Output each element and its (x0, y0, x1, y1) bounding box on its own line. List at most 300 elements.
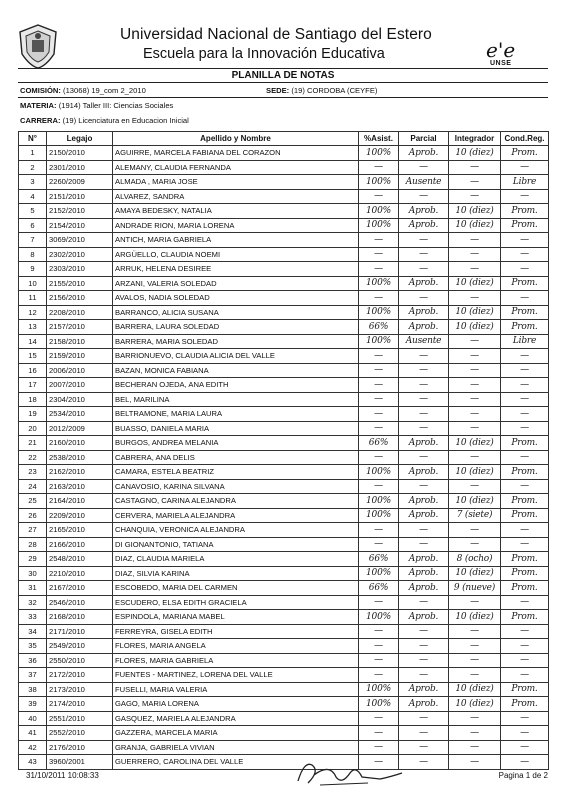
integrador-cell: 10 (diez) (449, 494, 501, 509)
attendance-cell: — (359, 653, 399, 668)
name-cell: BELTRAMONE, MARIA LAURA (113, 407, 359, 422)
parcial-cell: — (399, 363, 449, 378)
parcial-cell: — (399, 189, 449, 204)
table-row (19, 392, 549, 407)
table-row (19, 146, 549, 161)
integrador-cell: — (449, 407, 501, 422)
condition-cell: — (501, 247, 549, 262)
row-number: 27 (19, 523, 47, 538)
carrera-label: CARRERA: (20, 116, 61, 125)
parcial-cell: Aprob. (399, 465, 449, 480)
integrador-cell: 10 (diez) (449, 204, 501, 219)
comision-label: COMISIÓN: (20, 86, 61, 95)
row-number: 35 (19, 639, 47, 654)
attendance-cell: — (359, 363, 399, 378)
name-cell: ANTICH, MARIA GABRIELA (113, 233, 359, 248)
row-number: 28 (19, 537, 47, 552)
column-header: Legajo (47, 132, 113, 146)
integrador-cell: — (449, 639, 501, 654)
integrador-cell: 10 (diez) (449, 682, 501, 697)
condition-cell: — (501, 726, 549, 741)
condition-cell: — (501, 668, 549, 683)
integrador-cell: — (449, 479, 501, 494)
condition-cell: — (501, 160, 549, 175)
legajo-cell: 2549/2010 (47, 639, 113, 654)
condition-cell: — (501, 363, 549, 378)
condition-cell: — (501, 349, 549, 364)
condition-cell: Prom. (501, 682, 549, 697)
legajo-cell: 2164/2010 (47, 494, 113, 509)
row-number: 30 (19, 566, 47, 581)
attendance-cell: — (359, 392, 399, 407)
column-header: Integrador (449, 132, 501, 146)
parcial-cell: Aprob. (399, 204, 449, 219)
school-name: Escuela para la Innovación Educativa (143, 46, 385, 62)
table-row (19, 421, 549, 436)
condition-cell: Prom. (501, 552, 549, 567)
condition-cell: — (501, 523, 549, 538)
parcial-cell: Ausente (399, 334, 449, 349)
integrador-cell: 10 (diez) (449, 276, 501, 291)
sede-label: SEDE: (266, 86, 290, 95)
integrador-cell: — (449, 247, 501, 262)
condition-cell: — (501, 421, 549, 436)
legajo-cell: 2156/2010 (47, 291, 113, 306)
sede-value: (19) CORDOBA (CEYFE) (291, 86, 378, 95)
attendance-cell: — (359, 726, 399, 741)
condition-cell: — (501, 233, 549, 248)
name-cell: FUENTES - MARTINEZ, LORENA DEL VALLE (113, 668, 359, 683)
attendance-cell: 100% (359, 204, 399, 219)
parcial-cell: — (399, 392, 449, 407)
table-row (19, 508, 549, 523)
integrador-cell: — (449, 175, 501, 190)
row-number: 11 (19, 291, 47, 306)
integrador-cell: — (449, 262, 501, 277)
title-divider (18, 82, 548, 83)
integrador-cell: 10 (diez) (449, 305, 501, 320)
table-row (19, 581, 549, 596)
grades-table (18, 131, 549, 770)
row-number: 26 (19, 508, 47, 523)
legajo-cell: 2163/2010 (47, 479, 113, 494)
condition-cell: Prom. (501, 566, 549, 581)
attendance-cell: — (359, 233, 399, 248)
row-number: 15 (19, 349, 47, 364)
table-row (19, 537, 549, 552)
row-number: 33 (19, 610, 47, 625)
attendance-cell: — (359, 479, 399, 494)
condition-cell: Prom. (501, 146, 549, 161)
signature-icon (290, 755, 410, 789)
parcial-cell: — (399, 624, 449, 639)
row-number: 37 (19, 668, 47, 683)
attendance-cell: — (359, 537, 399, 552)
integrador-cell: 8 (ocho) (449, 552, 501, 567)
legajo-cell: 2260/2009 (47, 175, 113, 190)
name-cell: GUERRERO, CAROLINA DEL VALLE (113, 755, 359, 770)
carrera-line (20, 116, 189, 125)
integrador-cell: — (449, 421, 501, 436)
integrador-cell: 10 (diez) (449, 566, 501, 581)
condition-cell: — (501, 378, 549, 393)
parcial-cell: — (399, 755, 449, 770)
parcial-cell: Aprob. (399, 697, 449, 712)
materia-line (20, 101, 173, 110)
row-number: 10 (19, 276, 47, 291)
row-number: 40 (19, 711, 47, 726)
row-number: 14 (19, 334, 47, 349)
meta-divider (18, 97, 548, 98)
integrador-cell: 10 (diez) (449, 465, 501, 480)
legajo-cell: 2159/2010 (47, 349, 113, 364)
name-cell: ESCUDERO, ELSA EDITH GRACIELA (113, 595, 359, 610)
table-row (19, 189, 549, 204)
parcial-cell: — (399, 160, 449, 175)
legajo-cell: 2152/2010 (47, 204, 113, 219)
legajo-cell: 2171/2010 (47, 624, 113, 639)
name-cell: BECHERAN OJEDA, ANA EDITH (113, 378, 359, 393)
attendance-cell: — (359, 421, 399, 436)
parcial-cell: Aprob. (399, 610, 449, 625)
name-cell: CABRERA, ANA DELIS (113, 450, 359, 465)
condition-cell: Prom. (501, 218, 549, 233)
table-row (19, 334, 549, 349)
table-row (19, 479, 549, 494)
integrador-cell: — (449, 711, 501, 726)
table-row (19, 291, 549, 306)
parcial-cell: — (399, 291, 449, 306)
table-row (19, 653, 549, 668)
legajo-cell: 2304/2010 (47, 392, 113, 407)
name-cell: BARRANCO, ALICIA SUSANA (113, 305, 359, 320)
condition-cell: — (501, 262, 549, 277)
row-number: 19 (19, 407, 47, 422)
condition-cell: — (501, 639, 549, 654)
legajo-cell: 2208/2010 (47, 305, 113, 320)
row-number: 20 (19, 421, 47, 436)
row-number: 8 (19, 247, 47, 262)
integrador-cell: 10 (diez) (449, 218, 501, 233)
parcial-cell: — (399, 653, 449, 668)
table-row (19, 349, 549, 364)
condition-cell: Prom. (501, 697, 549, 712)
parcial-cell: Aprob. (399, 305, 449, 320)
document-title: PLANILLA DE NOTAS (231, 70, 335, 81)
legajo-cell: 2007/2010 (47, 378, 113, 393)
legajo-cell: 2176/2010 (47, 740, 113, 755)
row-number: 12 (19, 305, 47, 320)
legajo-cell: 2174/2010 (47, 697, 113, 712)
materia-value: (1914) Taller III: Ciencias Sociales (58, 101, 174, 110)
attendance-cell: 100% (359, 697, 399, 712)
attendance-cell: 100% (359, 566, 399, 581)
legajo-cell: 2548/2010 (47, 552, 113, 567)
row-number: 3 (19, 175, 47, 190)
name-cell: FUSELLI, MARIA VALERIA (113, 682, 359, 697)
legajo-cell: 2012/2009 (47, 421, 113, 436)
name-cell: CASTAGNO, CARINA ALEJANDRA (113, 494, 359, 509)
attendance-cell: — (359, 624, 399, 639)
attendance-cell: 100% (359, 276, 399, 291)
table-row (19, 668, 549, 683)
attendance-cell: 66% (359, 581, 399, 596)
name-cell: GASQUEZ, MARIELA ALEJANDRA (113, 711, 359, 726)
parcial-cell: Aprob. (399, 320, 449, 335)
table-row (19, 566, 549, 581)
legajo-cell: 2006/2010 (47, 363, 113, 378)
table-row (19, 262, 549, 277)
row-number: 23 (19, 465, 47, 480)
integrador-cell: — (449, 624, 501, 639)
name-cell: GAZZERA, MARCELA MARIA (113, 726, 359, 741)
integrador-cell: — (449, 653, 501, 668)
column-header: %Asist. (359, 132, 399, 146)
name-cell: ESCOBEDO, MARIA DEL CARMEN (113, 581, 359, 596)
legajo-cell: 2210/2010 (47, 566, 113, 581)
condition-cell: Prom. (501, 581, 549, 596)
condition-cell: Prom. (501, 465, 549, 480)
name-cell: BUASSO, DANIELA MARIA (113, 421, 359, 436)
row-number: 1 (19, 146, 47, 161)
legajo-cell: 2151/2010 (47, 189, 113, 204)
attendance-cell: — (359, 450, 399, 465)
integrador-cell: — (449, 233, 501, 248)
name-cell: CHANQUIA, VERONICA ALEJANDRA (113, 523, 359, 538)
table-row (19, 175, 549, 190)
condition-cell: Prom. (501, 276, 549, 291)
condition-cell: — (501, 711, 549, 726)
row-number: 16 (19, 363, 47, 378)
legajo-cell: 2154/2010 (47, 218, 113, 233)
integrador-cell: — (449, 595, 501, 610)
parcial-cell: Aprob. (399, 566, 449, 581)
integrador-cell: — (449, 349, 501, 364)
attendance-cell: — (359, 291, 399, 306)
name-cell: DIAZ, SILVIA KARINA (113, 566, 359, 581)
integrador-cell: — (449, 334, 501, 349)
table-row (19, 204, 549, 219)
table-row (19, 755, 549, 770)
attendance-cell: 66% (359, 320, 399, 335)
table-row (19, 639, 549, 654)
parcial-cell: Aprob. (399, 276, 449, 291)
integrador-cell: — (449, 450, 501, 465)
attendance-cell: 100% (359, 494, 399, 509)
legajo-cell: 2301/2010 (47, 160, 113, 175)
attendance-cell: 100% (359, 218, 399, 233)
integrador-cell: — (449, 160, 501, 175)
integrador-cell: 10 (diez) (449, 436, 501, 451)
name-cell: ANDRADE RION, MARIA LORENA (113, 218, 359, 233)
attendance-cell: 66% (359, 436, 399, 451)
table-row (19, 523, 549, 538)
row-number: 6 (19, 218, 47, 233)
integrador-cell: — (449, 363, 501, 378)
parcial-cell: Ausente (399, 175, 449, 190)
legajo-cell: 2551/2010 (47, 711, 113, 726)
name-cell: GRANJA, GABRIELA VIVIAN (113, 740, 359, 755)
attendance-cell: — (359, 595, 399, 610)
condition-cell: — (501, 479, 549, 494)
condition-cell: — (501, 392, 549, 407)
legajo-cell: 2155/2010 (47, 276, 113, 291)
parcial-cell: — (399, 595, 449, 610)
attendance-cell: 100% (359, 334, 399, 349)
name-cell: BARRERA, MARIA SOLEDAD (113, 334, 359, 349)
condition-cell: — (501, 407, 549, 422)
parcial-cell: — (399, 262, 449, 277)
name-cell: BARRIONUEVO, CLAUDIA ALICIA DEL VALLE (113, 349, 359, 364)
header-divider (18, 68, 548, 69)
integrador-cell: 10 (diez) (449, 697, 501, 712)
row-number: 39 (19, 697, 47, 712)
legajo-cell: 2165/2010 (47, 523, 113, 538)
legajo-cell: 3069/2010 (47, 233, 113, 248)
parcial-cell: — (399, 378, 449, 393)
table-row (19, 726, 549, 741)
condition-cell: — (501, 740, 549, 755)
attendance-cell: — (359, 189, 399, 204)
condition-cell: — (501, 537, 549, 552)
integrador-cell: 7 (siete) (449, 508, 501, 523)
table-row (19, 465, 549, 480)
table-row (19, 436, 549, 451)
parcial-cell: — (399, 711, 449, 726)
name-cell: ARGÜELLO, CLAUDIA NOEMI (113, 247, 359, 262)
condition-cell: Libre (501, 334, 549, 349)
legajo-cell: 3960/2001 (47, 755, 113, 770)
name-cell: FERREYRA, GISELA EDITH (113, 624, 359, 639)
condition-cell: Libre (501, 175, 549, 190)
table-row (19, 233, 549, 248)
name-cell: ALEMANY, CLAUDIA FERNANDA (113, 160, 359, 175)
integrador-cell: 10 (diez) (449, 146, 501, 161)
legajo-cell: 2150/2010 (47, 146, 113, 161)
parcial-cell: Aprob. (399, 682, 449, 697)
row-number: 13 (19, 320, 47, 335)
row-number: 22 (19, 450, 47, 465)
legajo-cell: 2302/2010 (47, 247, 113, 262)
name-cell: GAGO, MARIA LORENA (113, 697, 359, 712)
table-row (19, 363, 549, 378)
condition-cell: Prom. (501, 204, 549, 219)
parcial-cell: — (399, 740, 449, 755)
parcial-cell: — (399, 349, 449, 364)
page-indicator: Pagina 1 de 2 (498, 771, 548, 780)
table-row (19, 740, 549, 755)
attendance-cell: 100% (359, 305, 399, 320)
name-cell: FLORES, MARIA ANGELA (113, 639, 359, 654)
table-row (19, 494, 549, 509)
attendance-cell: 100% (359, 465, 399, 480)
integrador-cell: 10 (diez) (449, 320, 501, 335)
condition-cell: — (501, 189, 549, 204)
legajo-cell: 2166/2010 (47, 537, 113, 552)
parcial-cell: Aprob. (399, 218, 449, 233)
integrador-cell: — (449, 392, 501, 407)
parcial-cell: Aprob. (399, 552, 449, 567)
table-header-row (19, 132, 549, 146)
integrador-cell: — (449, 755, 501, 770)
integrador-cell: — (449, 740, 501, 755)
unse-logo-text: UNSE (490, 60, 512, 67)
table-row (19, 711, 549, 726)
sede-line (266, 86, 377, 95)
table-row (19, 218, 549, 233)
name-cell: DI GIONANTONIO, TATIANA (113, 537, 359, 552)
attendance-cell: — (359, 160, 399, 175)
attendance-cell: 100% (359, 146, 399, 161)
parcial-cell: Aprob. (399, 146, 449, 161)
legajo-cell: 2534/2010 (47, 407, 113, 422)
parcial-cell: Aprob. (399, 581, 449, 596)
condition-cell: — (501, 755, 549, 770)
parcial-cell: — (399, 421, 449, 436)
parcial-cell: — (399, 407, 449, 422)
name-cell: ALVAREZ, SANDRA (113, 189, 359, 204)
integrador-cell: — (449, 378, 501, 393)
table-row (19, 247, 549, 262)
column-header: N° (19, 132, 47, 146)
comision-value: (13068) 19_com 2_2010 (63, 86, 146, 95)
legajo-cell: 2162/2010 (47, 465, 113, 480)
legajo-cell: 2167/2010 (47, 581, 113, 596)
legajo-cell: 2172/2010 (47, 668, 113, 683)
parcial-cell: — (399, 523, 449, 538)
row-number: 29 (19, 552, 47, 567)
legajo-cell: 2168/2010 (47, 610, 113, 625)
attendance-cell: — (359, 755, 399, 770)
attendance-cell: — (359, 523, 399, 538)
legajo-cell: 2173/2010 (47, 682, 113, 697)
materia-label: MATERIA: (20, 101, 57, 110)
attendance-cell: — (359, 668, 399, 683)
row-number: 24 (19, 479, 47, 494)
attendance-cell: — (359, 407, 399, 422)
row-number: 18 (19, 392, 47, 407)
condition-cell: — (501, 653, 549, 668)
parcial-cell: Aprob. (399, 494, 449, 509)
comision-line (20, 86, 146, 95)
table-row (19, 697, 549, 712)
unse-logo-mark: e'e (486, 38, 516, 62)
row-number: 4 (19, 189, 47, 204)
legajo-cell: 2552/2010 (47, 726, 113, 741)
table-row (19, 552, 549, 567)
table-row (19, 450, 549, 465)
condition-cell: — (501, 595, 549, 610)
name-cell: BURGOS, ANDREA MELANIA (113, 436, 359, 451)
legajo-cell: 2550/2010 (47, 653, 113, 668)
name-cell: AMAYA BEDESKY, NATALIA (113, 204, 359, 219)
parcial-cell: Aprob. (399, 508, 449, 523)
carrera-value: (19) Licenciatura en Educacion Inicial (62, 116, 189, 125)
table-row (19, 320, 549, 335)
row-number: 2 (19, 160, 47, 175)
attendance-cell: — (359, 639, 399, 654)
row-number: 41 (19, 726, 47, 741)
row-number: 32 (19, 595, 47, 610)
row-number: 25 (19, 494, 47, 509)
table-row (19, 160, 549, 175)
column-header: Cond.Reg. (501, 132, 549, 146)
legajo-cell: 2160/2010 (47, 436, 113, 451)
integrador-cell: — (449, 523, 501, 538)
name-cell: ALMADA , MARIA JOSE (113, 175, 359, 190)
condition-cell: Prom. (501, 494, 549, 509)
integrador-cell: — (449, 291, 501, 306)
